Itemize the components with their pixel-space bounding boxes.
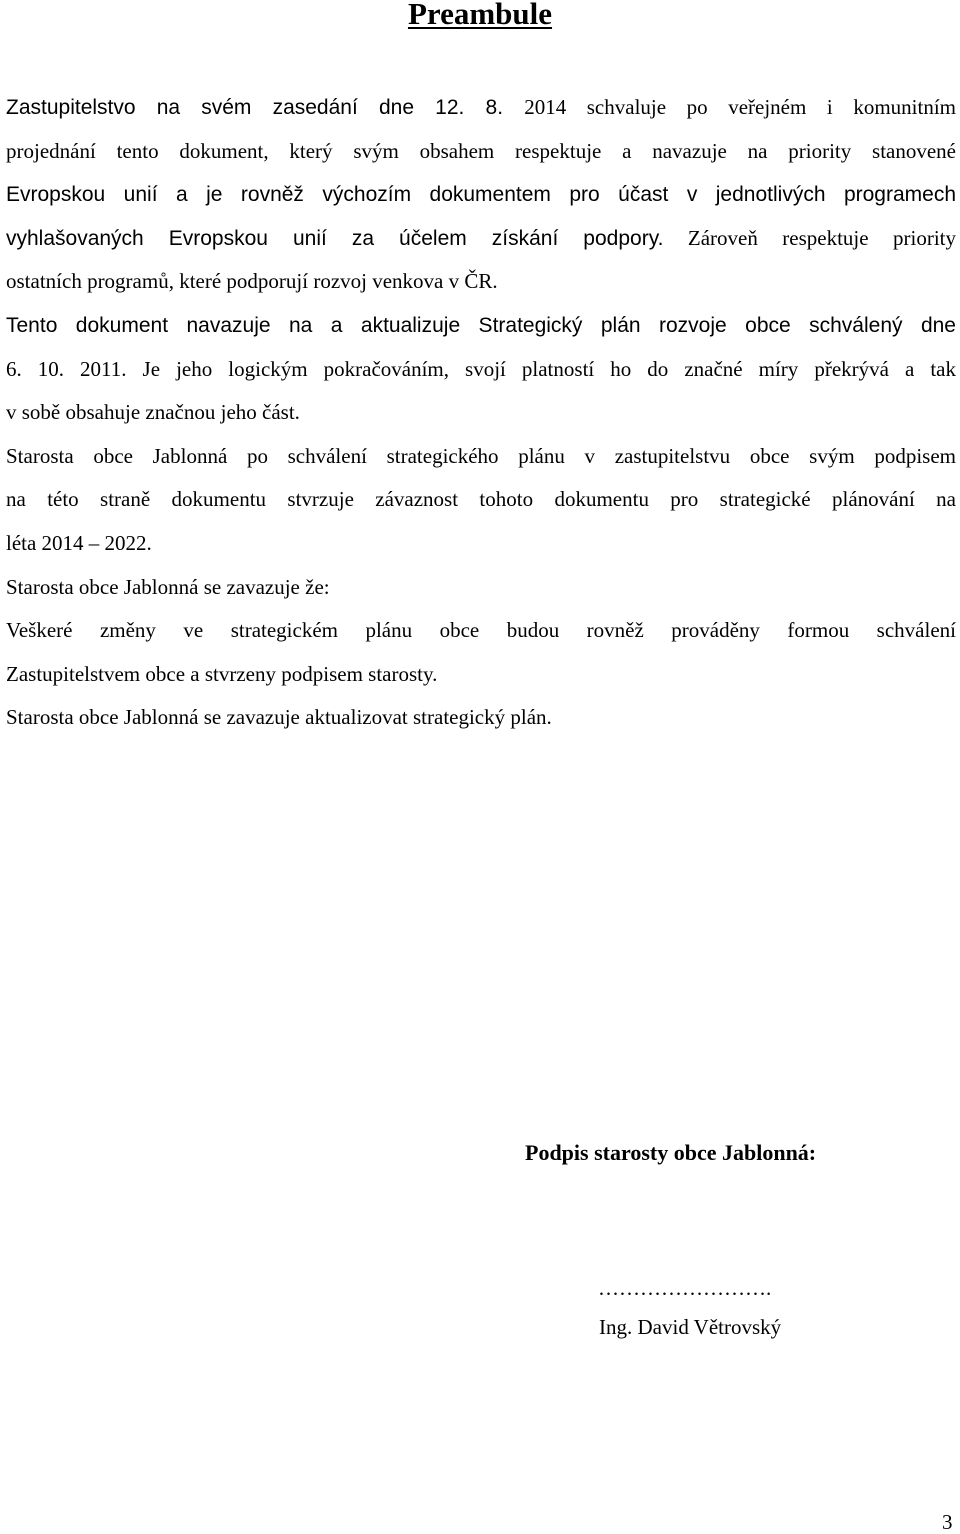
text-run: Starosta obce Jablonná se zavazuje aktualizovat strategický plán.: [6, 705, 552, 730]
text-run: Evropskou unií a je rovněž výchozím dokumentem pro účast v jednotlivých programech: [6, 183, 956, 207]
text-run: Tento dokument navazuje na a aktualizuje Strategický plán rozvoje obce schválený dne: [6, 313, 956, 337]
page-number: 3: [942, 1510, 953, 1534]
paragraph: [6, 304, 956, 435]
text-run: Zastupitelstvem obce a stvrzeny podpisem starosty.: [6, 661, 438, 686]
text-line: [6, 478, 956, 522]
text-run: vyhlašovaných Evropskou unií za účelem získání podpory.: [6, 226, 664, 250]
text-run: Starosta obce Jablonná se zavazuje že:: [6, 574, 330, 599]
signature-line: …………………….: [598, 1276, 772, 1300]
paragraph: [6, 609, 956, 696]
paragraph: [6, 86, 956, 304]
text-run: Starosta obce Jablonná po schválení strategického plánu v zastupitelstvu obce svým podpisem: [6, 443, 956, 468]
paragraph: [6, 435, 956, 566]
document-body: [6, 86, 956, 740]
text-line: [6, 653, 956, 697]
text-run: 6. 10. 2011. Je jeho logickým pokračováním, svojí platností ho do značné míry překrývá a tak: [6, 356, 956, 381]
text-line: [6, 348, 956, 392]
text-line: [6, 391, 956, 435]
text-run: v sobě obsahuje značnou jeho část.: [6, 400, 300, 425]
text-run: 2014 schvaluje po veřejném i komunitním: [524, 95, 957, 119]
paragraph: [6, 566, 956, 610]
text-line: [6, 260, 956, 304]
text-line: [6, 435, 956, 479]
page-title: Preambule: [407, 0, 553, 31]
text-run: Zastupitelstvo na svém zasedání dne 12. 8.: [6, 96, 525, 119]
text-line: [6, 609, 956, 653]
text-line: [6, 304, 956, 348]
text-run: na této straně dokumentu stvrzuje závaznost tohoto dokumentu pro strategické plánování na: [6, 487, 956, 512]
text-run: projednání tento dokument, který svým obsahem respektuje a navazuje na priority stanovené: [6, 138, 956, 163]
text-line: [6, 217, 956, 261]
text-line: [6, 86, 956, 130]
text-line: [6, 696, 956, 740]
signatory-name: Ing. David Větrovský: [599, 1315, 782, 1339]
text-run: léta 2014 – 2022.: [6, 530, 152, 555]
text-line: [6, 522, 956, 566]
signature-label: Podpis starosty obce Jablonná:: [525, 1140, 817, 1165]
text-line: [6, 130, 956, 174]
paragraph: [6, 696, 956, 740]
text-run: Zároveň respektuje priority: [663, 225, 957, 250]
text-line: [6, 173, 956, 217]
text-run: Veškeré změny ve strategickém plánu obce budou rovněž prováděny formou schválení: [6, 618, 956, 643]
text-line: [6, 566, 956, 610]
text-run: ostatních programů, které podporují rozvoj venkova v ČR.: [6, 269, 498, 294]
